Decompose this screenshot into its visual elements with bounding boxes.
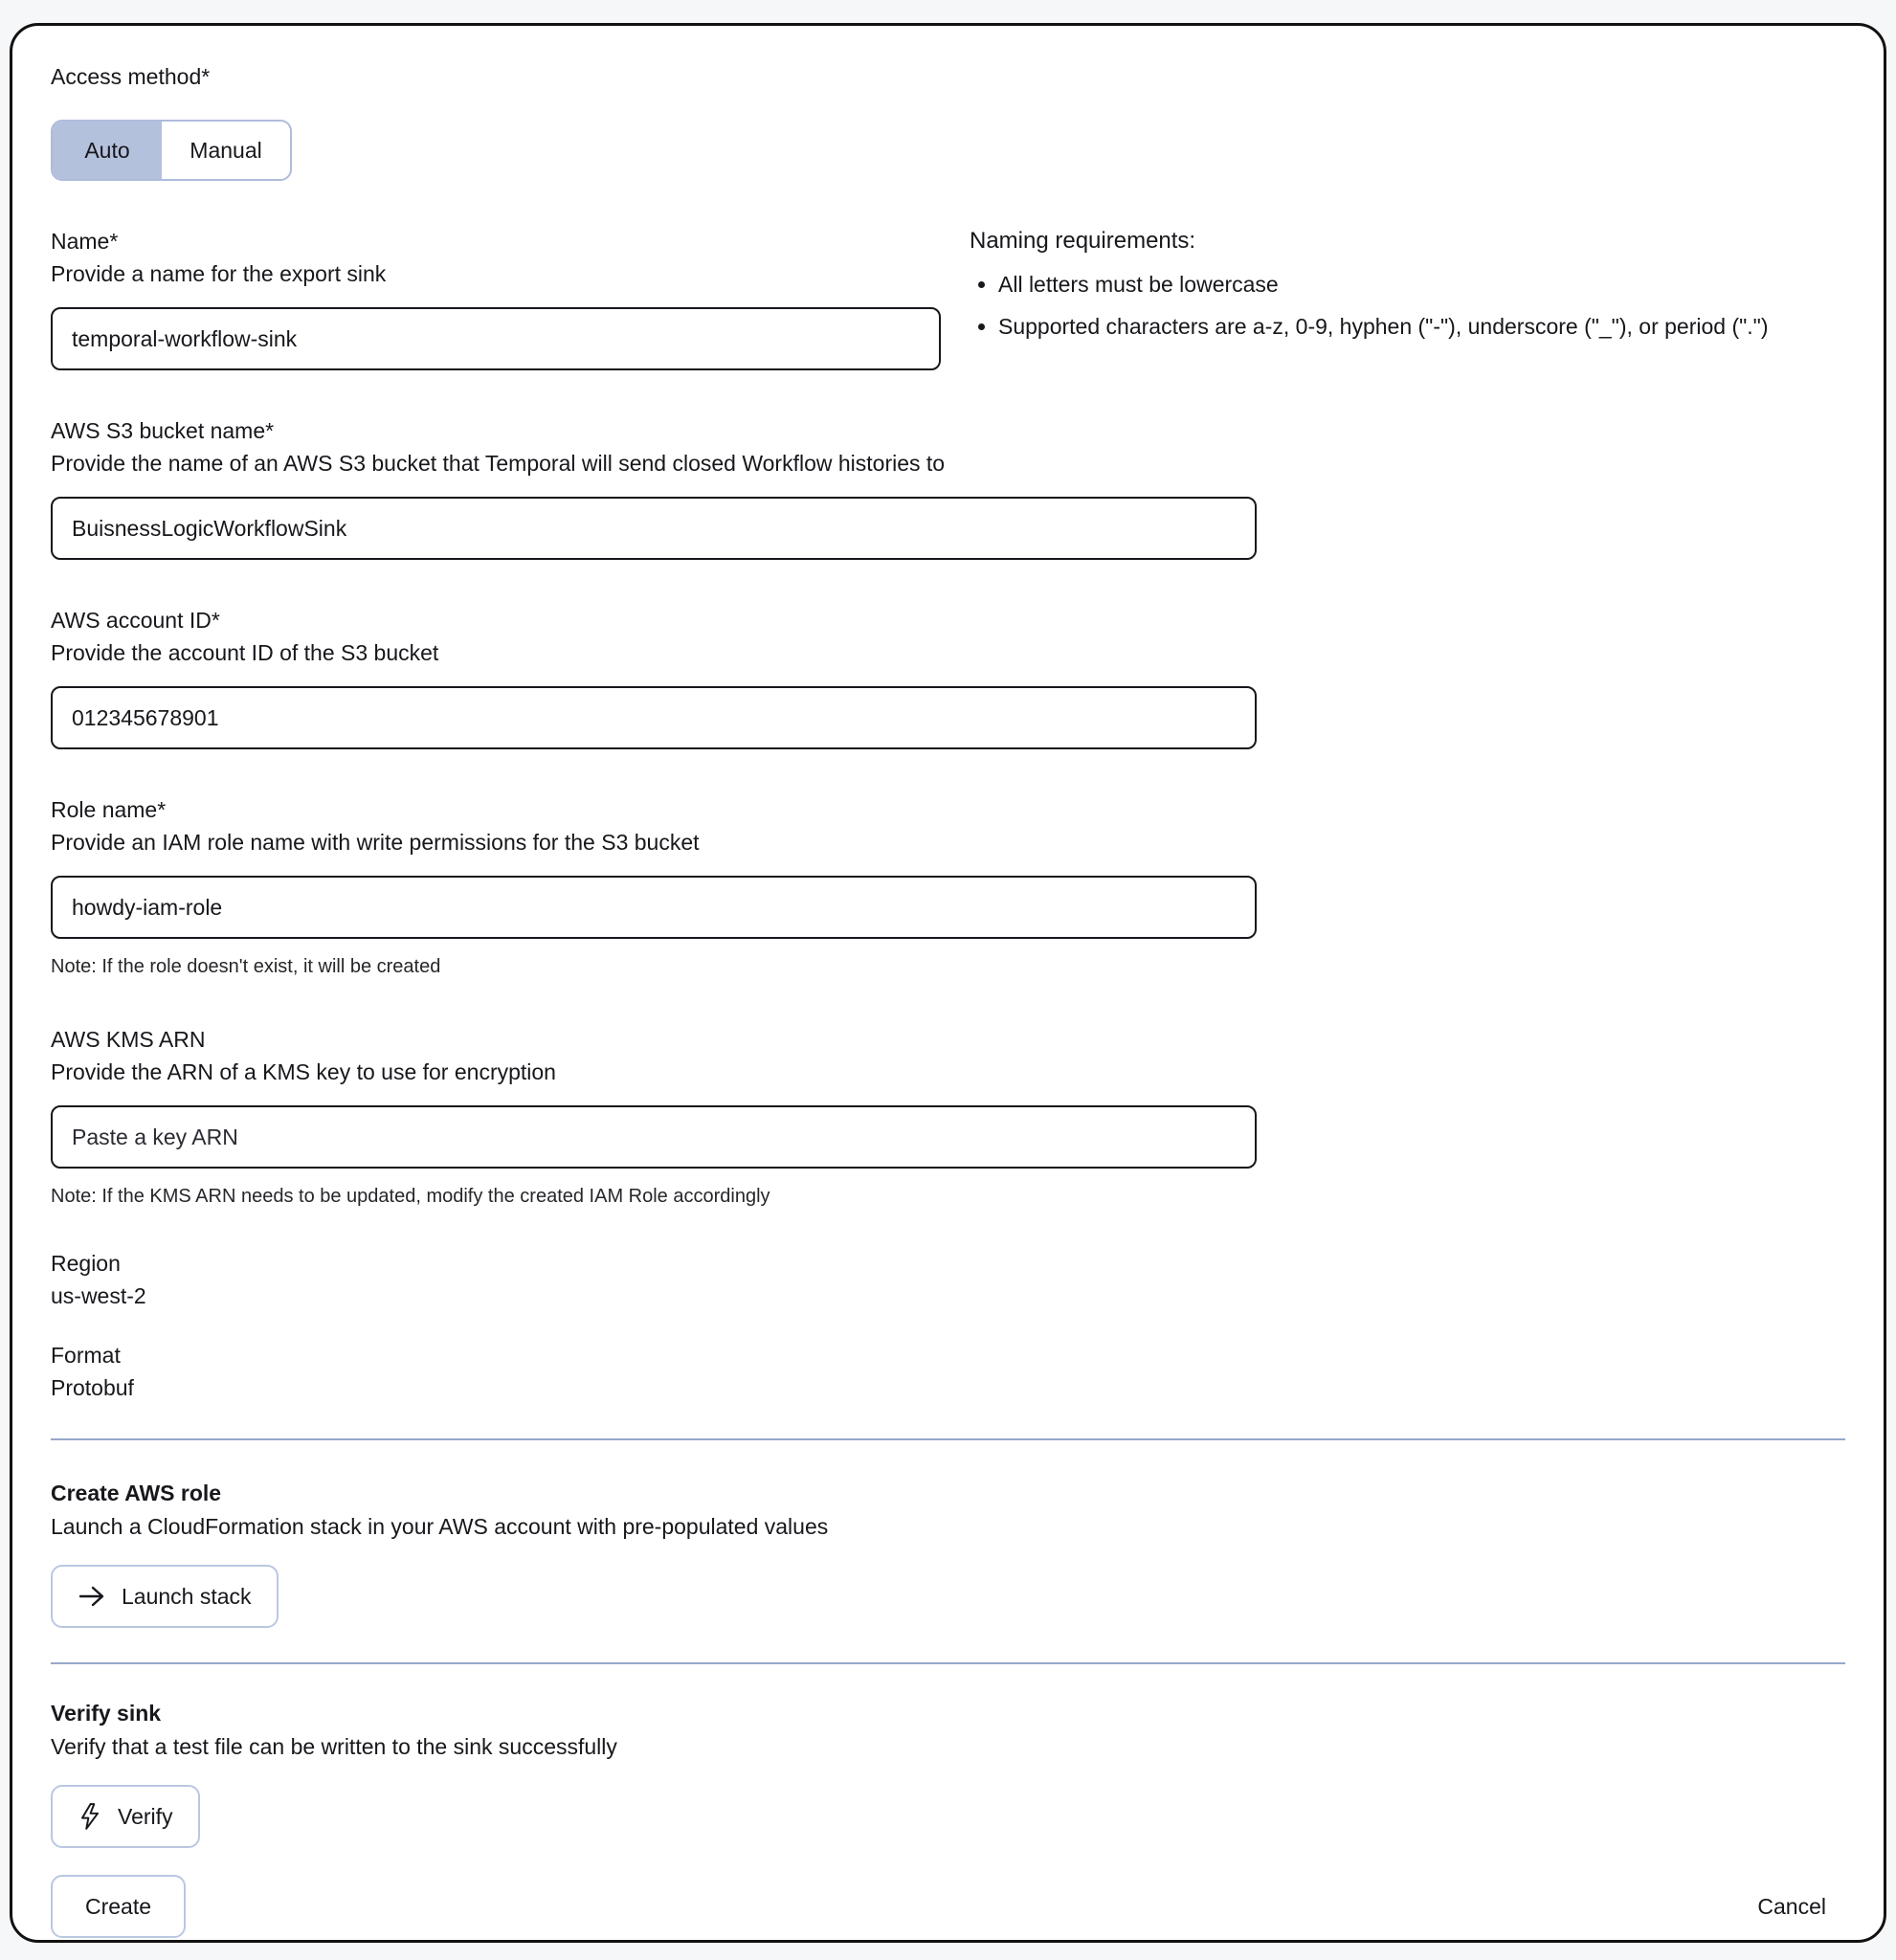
name-field-group [51,225,941,370]
format-group [51,1339,1845,1404]
naming-requirements-title: Naming requirements: [970,228,1196,254]
arrow-right-icon [78,1585,106,1608]
divider [51,1438,1845,1440]
role-name-field-group [51,793,1845,979]
create-button-label: Create [85,1893,152,1919]
naming-requirement-item: • Supported characters are a-z, 0-9, hyphen ("-"), underscore ("_"), or period (".") [998,309,1840,344]
region-value: us-west-2 [51,1283,146,1308]
format-value: Protobuf [51,1375,134,1400]
access-method-label: Access method* [51,64,211,89]
cancel-button[interactable]: Cancel [1757,1893,1826,1919]
role-name-description: Provide an IAM role name with write permissions for the S3 bucket [51,830,700,855]
s3-bucket-label: AWS S3 bucket name* [51,418,275,443]
region-group [51,1247,1845,1312]
access-method-option-manual[interactable] [162,122,290,179]
launch-stack-button-label: Launch stack [122,1583,252,1609]
lightning-bolt-icon [78,1802,102,1831]
naming-requirement-item: • All letters must be lowercase [998,267,1840,301]
kms-arn-field-group [51,1023,1845,1209]
create-aws-role-section [51,1477,1845,1628]
s3-bucket-field-group [51,414,1845,560]
verify-sink-title: Verify sink [51,1701,162,1726]
role-name-input[interactable] [51,876,1257,939]
account-id-field-group [51,604,1845,749]
account-id-input[interactable] [51,686,1257,749]
kms-arn-description: Provide the ARN of a KMS key to use for encryption [51,1059,556,1084]
create-button[interactable] [51,1875,186,1938]
access-method-option-manual-label: Manual [190,137,262,163]
format-label: Format [51,1343,121,1368]
s3-bucket-description: Provide the name of an AWS S3 bucket that Temporal will send closed Workflow histories to [51,451,946,476]
naming-requirements [970,225,1845,370]
naming-requirements-list [970,267,1845,344]
divider [51,1662,1845,1664]
role-name-label: Role name* [51,797,167,822]
create-aws-role-description: Launch a CloudFormation stack in your AWS account with pre-populated values [51,1514,829,1539]
verify-button[interactable] [51,1785,200,1848]
kms-arn-label: AWS KMS ARN [51,1027,206,1052]
launch-stack-button[interactable] [51,1565,279,1628]
access-method-toggle [51,120,292,181]
verify-sink-description: Verify that a test file can be written to the sink successfully [51,1734,617,1759]
verify-sink-section [51,1697,1845,1848]
verify-button-label: Verify [118,1803,173,1829]
access-method-option-auto-label: Auto [84,137,130,163]
role-name-note: Note: If the role doesn't exist, it will be created [51,956,441,977]
region-label: Region [51,1251,121,1276]
name-label: Name* [51,229,119,254]
name-input[interactable] [51,307,941,370]
account-id-label: AWS account ID* [51,608,220,633]
kms-arn-note: Note: If the KMS ARN needs to be updated, modify the created IAM Role accordingly [51,1186,770,1207]
access-method-option-auto[interactable] [53,122,162,179]
form-footer [51,1875,1845,1938]
create-aws-role-title: Create AWS role [51,1481,222,1505]
name-row [51,225,1845,370]
kms-arn-input[interactable] [51,1105,1257,1169]
account-id-description: Provide the account ID of the S3 bucket [51,640,439,665]
create-export-sink-form [10,23,1886,1943]
s3-bucket-input[interactable] [51,497,1257,560]
name-description: Provide a name for the export sink [51,261,387,286]
